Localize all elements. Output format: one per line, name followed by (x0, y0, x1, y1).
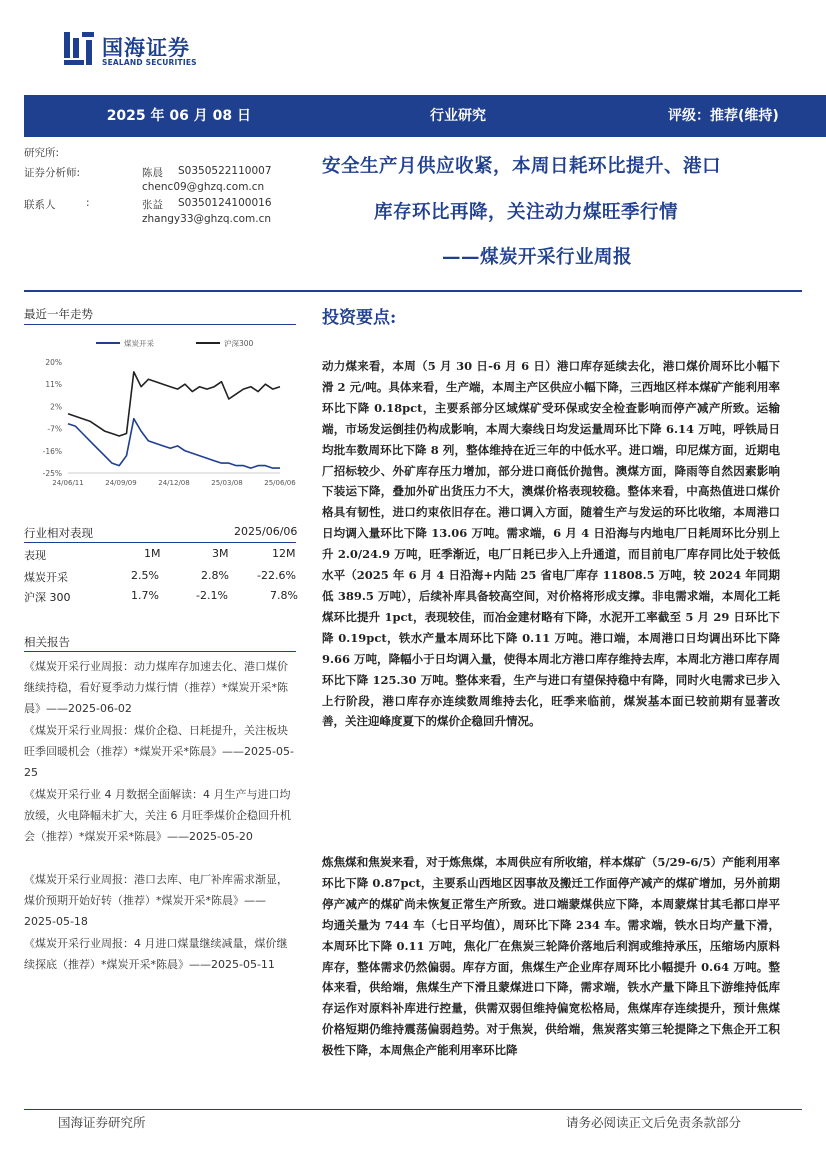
trend-heading-rule (24, 324, 296, 325)
perf-row-1m: 2.5% (131, 569, 159, 582)
perf-row-name: 沪深 300 (24, 591, 71, 604)
perf-row-3m: -2.1% (196, 589, 228, 602)
section-heading: 投资要点: (322, 308, 397, 328)
footer-rule (24, 1109, 802, 1110)
x-tick-label: 24/09/09 (105, 479, 137, 487)
report-date: 2025 年 06 月 08 日 (24, 95, 269, 137)
title-line-3: ——煤炭开采行业周报 (442, 247, 633, 268)
perf-col-12m: 12M (272, 547, 296, 560)
x-tick-label: 24/12/08 (158, 479, 190, 487)
series-line (68, 419, 280, 468)
perf-row-12m: -22.6% (257, 569, 296, 582)
y-tick-label: 11% (45, 380, 62, 390)
perf-row (24, 569, 296, 588)
y-tick-label: 20% (45, 358, 62, 367)
x-tick-label: 25/06/06 (264, 479, 296, 487)
related-list (24, 656, 298, 997)
contact-cert: S0350124100016 (178, 197, 272, 209)
title-line-1: 安全生产月供应收紧，本周日耗环比提升、港口 (322, 156, 722, 177)
y-tick-label: 2% (50, 402, 62, 412)
contact-label: 联系人 (24, 199, 56, 211)
paragraph-coking-coal: 炼焦煤和焦炭来看，对于炼焦煤，本周供应有所收缩，样本煤矿（5/29-6/5）产能利用率环比下降 0.87pct，主要系山西地区因事故及搬迁工作面停产减产的煤矿增加，另外前期停产减产的煤矿尚未恢复正常生产所致。进口端蒙煤供应下降，本周蒙煤甘其毛都口岸平均通关量为 744 车（七日平均值），周环比下降 234 车。需求端，铁水日均产量下滑，本周环比下降 0.11 万吨，焦化厂在焦炭三轮降价落地后利润或维持承压，压缩场内原料库存，整体需求仍然偏弱。库存方面，焦煤生产企业库存周环比小幅提升 0.64 万吨。整体来看，供给端，焦煤生产下滑且蒙煤进口下降，需求端，铁水产量下降且下游维持低库存运作对原料补库进行控量，供需双弱但维持偏宽松格局，焦煤库存连续提升，预计焦煤价格短期仍维持震荡偏弱趋势。对于焦炭，供给端，焦炭落实第三轮提降之下焦企开工积极性下降，本周焦企产能利用率环比降 (322, 855, 780, 1058)
perf-row-name: 煤炭开采 (24, 571, 68, 584)
report-rating: 评级：推荐(维持) (668, 108, 779, 124)
perf-date: 2025/06/06 (234, 525, 298, 538)
analyst-name: 陈晨 (142, 167, 163, 179)
contact-name: 张益 (142, 199, 163, 211)
logo-mark-icon (62, 30, 96, 66)
contact-colon: : (86, 197, 90, 209)
header-separator (24, 290, 802, 292)
analyst-label: 证券分析师: (24, 167, 81, 179)
logo (62, 30, 222, 70)
report-type: 行业研究 (430, 108, 486, 124)
footer-right: 请务必阅读正文后免责条款部分 (566, 1115, 742, 1130)
x-tick-label: 24/06/11 (52, 479, 84, 487)
paragraph-thermal-coal: 动力煤来看，本周（5 月 30 日-6 月 6 日）港口库存延续去化，港口煤价周环比小幅下滑 2 元/吨。具体来看，生产端，本周主产区供应小幅下降，三西地区样本煤矿产能利用率环比下降 0.18pct，主要系部分区域煤矿受环保或安全检查影响而停产减产所致。运输端，市场发运倒挂仍构成影响，本周大秦线日均发运量周环比下降 6.14 万吨，呼铁局日均批车数周环比下降 8 列，整体维持在近三年的中低水平。进口端，印尼煤方面，近期电厂招标较少、外矿库存压力增加，部分进口商低价抛售。澳煤方面，降雨等自然因素影响下装运下降，叠加外矿出货压力不大，澳煤价格表现较稳。整体来看，中高热值进口煤价格具有韧性，进口约束依旧存在。港口调入方面，随着生产与发运的环比收缩，本周港口日均调入量环比下降 13.06 万吨。需求端，6 月 4 日沿海与内地电厂日耗周环比分别上升 2.0/24.9 万吨，旺季渐近，电厂日耗已步入上升通道，而目前电厂库存同比处于较低水平（2025 年 6 月 4 日沿海+内陆 25 省电厂库存 11808.5 万吨，较 2024 年同期低 389.5 万吨），后续补库具备较高空间，对价格将形成支撑。非电需求端，本周化工耗煤环比提升 1pct，表现较佳，而冶金建材略有下降，水泥开工率截至 5 月 29 日环比下降 0.19pct，铁水产量本周环比下降 0.11 万吨。港口端，本周港口日均调出环比下降 9.66 万吨，降幅小于日均调入量，使得本周北方港口库存维持去库，本周北方港口库存周环比下降 125.30 万吨。整体来看，生产与进口有望保持稳中有降，同时火电需求已步入上行阶段，港口库存亦连续数周维持去化，旺季来临前，煤炭基本面已较前期有显著改善，关注迎峰度夏下的煤价企稳回升情况。 (322, 359, 780, 729)
perf-heading-rule (24, 542, 296, 543)
series-line (68, 372, 280, 436)
y-tick-label: -25% (42, 469, 62, 478)
contact-email[interactable]: zhangy33@ghzq.com.cn (142, 213, 272, 225)
related-item[interactable]: 《煤炭开采行业周报：煤价企稳、日耗提升，关注板块旺季回暖机会（推荐）*煤炭开采*陈晨》——2025-05-25 (24, 724, 294, 780)
logo-text: 国海证券 (102, 36, 190, 60)
trend-chart-svg (24, 330, 296, 500)
institute-label: 研究所: (24, 147, 60, 159)
y-tick-label: -16% (42, 446, 62, 456)
perf-heading: 行业相对表现 (24, 526, 93, 540)
related-heading-rule (24, 651, 296, 652)
analyst-cert: S0350522110007 (178, 165, 272, 177)
logo-subtext: SEALAND SECURITIES (102, 58, 197, 67)
perf-row-12m: 7.8% (270, 589, 298, 602)
perf-col-label: 表现 (24, 549, 46, 562)
related-item[interactable]: 《煤炭开采行业周报：动力煤库存加速去化、港口煤价继续持稳，看好夏季动力煤行情（推荐）*煤炭开采*陈晨》——2025-06-02 (24, 660, 288, 716)
y-tick-label: -7% (47, 424, 62, 434)
perf-header-row (24, 547, 296, 566)
title-line-2: 库存环比再降，关注动力煤旺季行情 (374, 202, 679, 223)
legend-label: 煤炭开采 (124, 339, 154, 348)
related-heading: 相关报告 (24, 635, 70, 649)
related-item[interactable]: 《煤炭开采行业周报：4 月进口煤量继续减量，煤价继续探底（推荐）*煤炭开采*陈晨》——2025-05-11 (24, 937, 288, 972)
trend-heading: 最近一年走势 (24, 307, 93, 321)
related-item[interactable]: 《煤炭开采行业周报：港口去库、电厂补库需求渐显，煤价预期开始好转（推荐）*煤炭开采*陈晨》——2025-05-18 (24, 873, 288, 929)
footer-left: 国海证券研究所 (58, 1115, 146, 1130)
analyst-email[interactable]: chenc09@ghzq.com.cn (142, 181, 265, 193)
perf-row (24, 589, 296, 608)
perf-row-3m: 2.8% (201, 569, 229, 582)
perf-col-1m: 1M (144, 547, 161, 560)
legend-label: 沪深300 (224, 339, 254, 348)
perf-col-3m: 3M (212, 547, 229, 560)
perf-row-1m: 1.7% (131, 589, 159, 602)
x-tick-label: 25/03/08 (211, 479, 243, 487)
related-item[interactable]: 《煤炭开采行业 4 月数据全面解读：4 月生产与进口均放缓，火电降幅未扩大，关注 6 月旺季煤价企稳回升机会（推荐）*煤炭开采*陈晨》——2025-05-20 (24, 788, 291, 844)
trend-chart (24, 330, 296, 500)
